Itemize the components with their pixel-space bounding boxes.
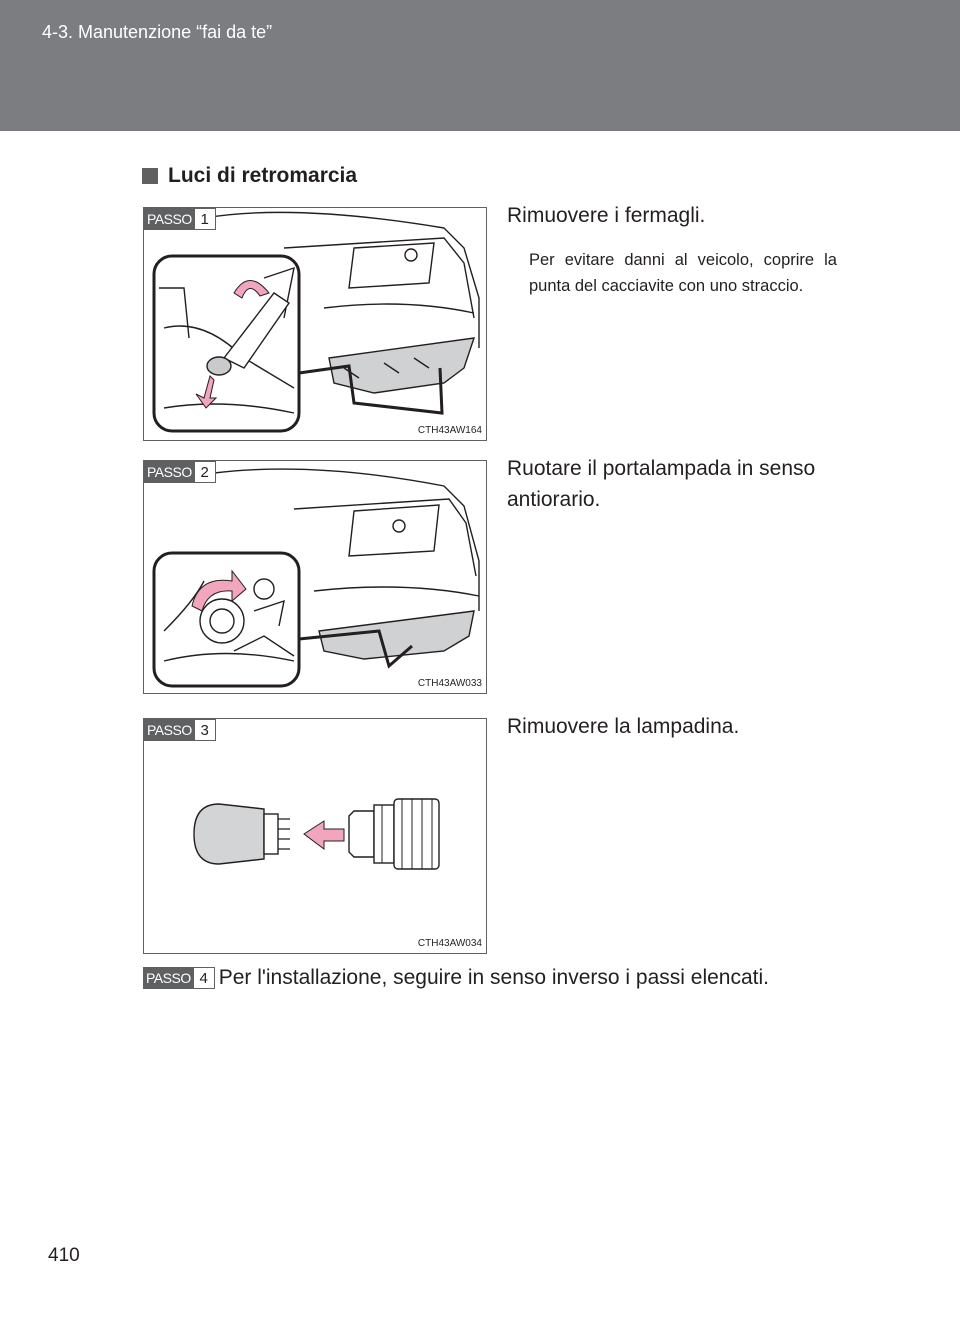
step-badge-2: PASSO 2 [144, 461, 216, 483]
figure-step-2 [143, 460, 487, 694]
bulb-removal-illustration [144, 719, 486, 953]
step-1-note: Per evitare danni al veicolo, coprire la punta del cacciavite con uno straccio. [529, 251, 837, 295]
bulb-holder-rotate-illustration [144, 461, 486, 693]
step-4-row [143, 966, 769, 990]
step-3-text: Rimuovere la lampadina. [507, 715, 740, 738]
page-header [0, 0, 960, 131]
section-heading [142, 164, 357, 188]
figure-code: CTH43AW034 [417, 938, 482, 949]
figure-code: CTH43AW164 [417, 425, 482, 436]
page-number: 410 [48, 1245, 80, 1266]
step-1-text: Rimuovere i fermagli. [507, 204, 706, 227]
figure-step-3 [143, 718, 487, 954]
step-2-text: Ruotare il portalampada in senso antiorario. [507, 457, 816, 511]
figure-code: CTH43AW033 [417, 678, 482, 689]
clip-removal-illustration [144, 208, 486, 440]
section-heading-text: Luci di retromarcia [168, 164, 358, 187]
chapter-title: 4-3. Manutenzione “fai da te” [42, 22, 273, 42]
square-bullet-icon [142, 168, 158, 184]
step-badge-4: PASSO 4 [143, 967, 215, 989]
figure-step-1 [143, 207, 487, 441]
step-badge-1: PASSO 1 [144, 208, 216, 230]
step-4-text: Per l'installazione, seguire in senso inverso i passi elencati. [218, 966, 769, 989]
step-badge-3: PASSO 3 [144, 719, 216, 741]
